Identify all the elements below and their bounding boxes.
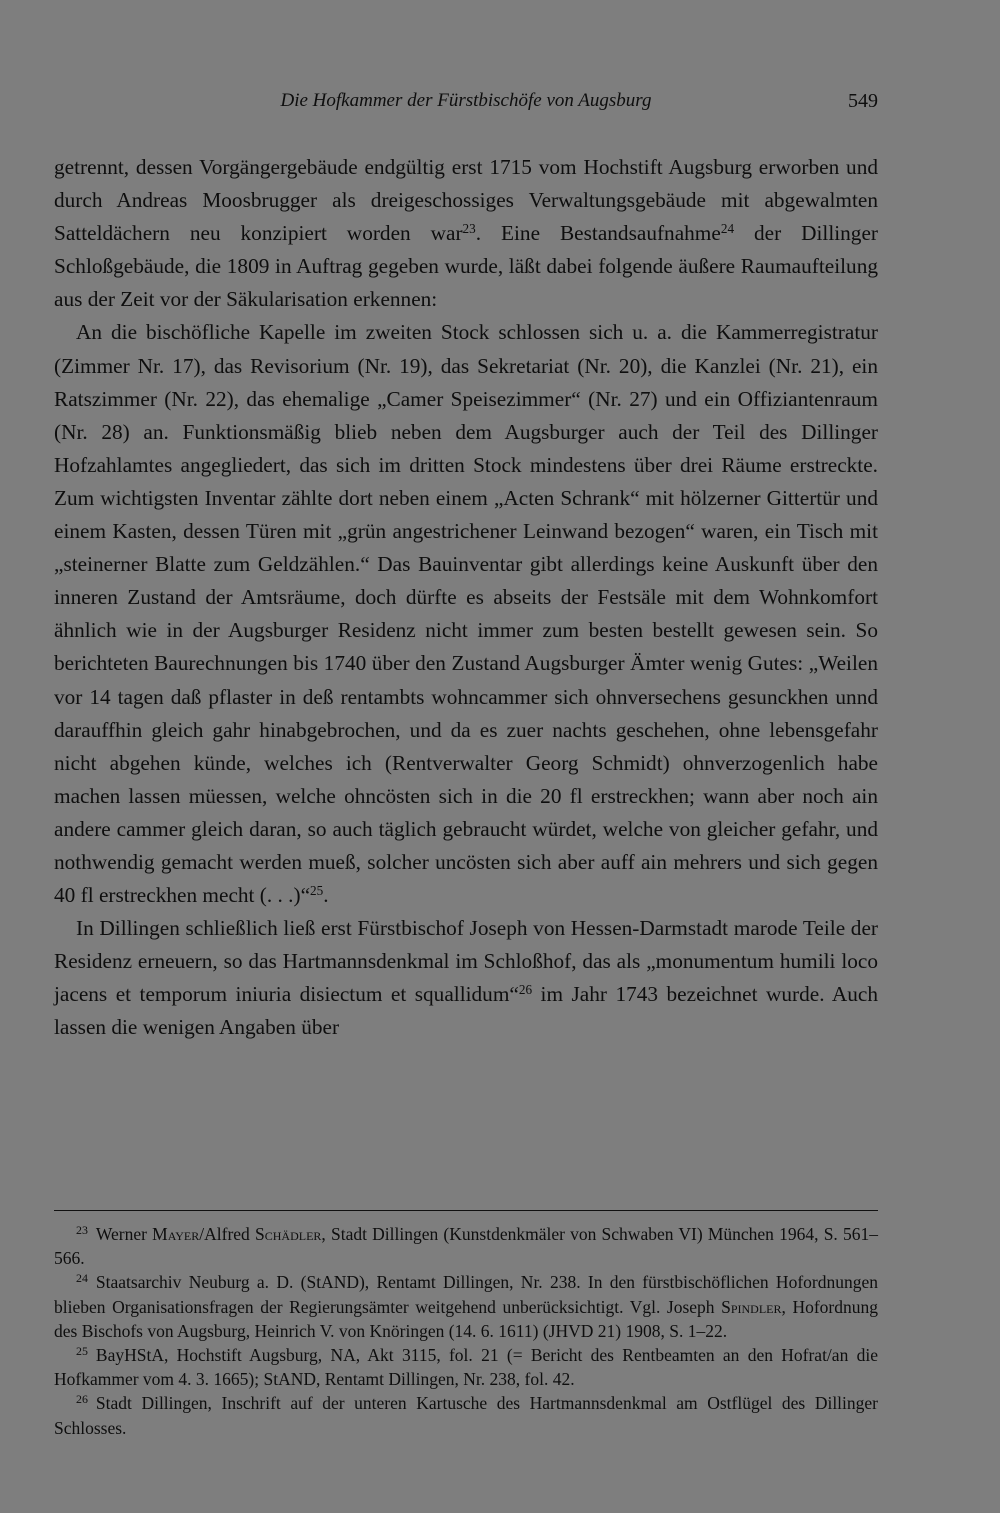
footnote-text: , Hofordnung des Bischofs von Augsburg, Heinrich V. von Knöringen (14. 6. 1611) (JHVD 21) 1908, S. 1–22. (54, 1296, 878, 1341)
footnote-number: 26 (76, 1392, 88, 1407)
author-name: Mayer (152, 1224, 200, 1244)
text-run: An die bischöfliche Kapelle im zweiten Stock schlossen sich u. a. die Kammerregistratur (Zimmer Nr. 17), das Revisorium (Nr. 19), das Sekretariat (Nr. 20), die Kanzlei (Nr. 21), ein Ratszimmer (Nr. 22), das ehemalige „Camer Speisezimmer“ (Nr. 27) und ein Offiziantenraum (Nr. 28) an. Funktionsmäßig blieb neben dem Augsburger auch der Teil des Dillinger Hofzahlamtes angegliedert, das sich im dritten Stock mindestens über drei Räume erstreckte. Zum wichtigsten Inventar zählte dort neben einem „Acten Schrank“ mit hölzerner Gittertür und einem Kasten, dessen Türen mit „grün angestrichener Leinwand bezogen“ waren, ein Tisch mit „steinerner Blatte zum Geldzählen.“ Das Bauinventar gibt allerdings keine Auskunft über den inneren Zustand der Amtsräume, doch dürfte es abseits der Festsäle mit dem Wohnkomfort ähnlich wie in der Augsburger Residenz nicht immer zum besten bestellt gewesen sein. So berichteten Baurechnungen bis 1740 über den Zustand Augsburger Ämter wenig Gutes: „Weilen vor 14 tagen daß pflaster in deß rentambts wohncammer sich ohnversechens gesunckhen unnd darauffhin gleich gahr hinabgebrochen, und da es zuer nachts geschehen, ohne lebensgefahr nicht abgehen künde, welches ich (Rentverwalter Georg Schmidt) ohnverzogenlich habe machen lassen müessen, welche ohncösten sich in die 20 fl erstreckhen; wann aber noch ain andere cammer gleich daran, so auch täglich gebraucht würdet, welche von gleicher gefahr, und nothwendig gemacht werden mueß, solcher uncösten sich aber auff ain mehrers und sich gegen 40 fl erstreckhen mecht (. . .)“ (54, 320, 878, 908)
paragraph-2 (54, 316, 878, 912)
author-name: Schädler (255, 1224, 322, 1244)
footnote-text: /Alfred (199, 1224, 255, 1244)
footnotes (54, 1222, 878, 1440)
footnote-text: Werner (95, 1224, 153, 1244)
footnote-number: 25 (76, 1344, 88, 1359)
page-number: 549 (848, 90, 878, 112)
footnote-number: 23 (76, 1223, 88, 1238)
body-text (54, 151, 878, 1045)
footnote-text: Stadt Dillingen, Inschrift auf der unteren Kartusche des Hartmannsdenkmal am Ostflügel des Dillinger Schlosses. (54, 1393, 878, 1438)
text-run: der Dillinger Schloßgebäude, die 1809 in Auftrag gegeben wurde, läßt dabei folgende äußere Raumaufteilung aus der Zeit vor der Säkularisation erkennen: (54, 221, 878, 312)
footnote-24 (54, 1270, 878, 1343)
page-header (54, 90, 878, 116)
paragraph-3 (54, 912, 878, 1044)
footnote-25 (54, 1343, 878, 1391)
text-run: im Jahr 1743 bezeichnet wurde. Auch lassen die wenigen Angaben über (54, 982, 879, 1040)
footnote-text: Staatsarchiv Neuburg a. D. (StAND), Rentamt Dillingen, Nr. 238. In den fürstbischöflichen Hofordnungen blieben Organisationsfragen der Regierungsämter weitgehend unberücksichtigt. Vgl. Joseph (54, 1272, 878, 1317)
footnote-ref: 23 (462, 220, 476, 236)
footnote-text: BayHStA, Hochstift Augsburg, NA, Akt 3115, fol. 21 (= Bericht des Rentbeamten an den Hofrat/an die Hofkammer vom 4. 3. 1665); StAND, Rentamt Dillingen, Nr. 238, fol. 42. (54, 1345, 878, 1390)
footnote-23 (54, 1222, 878, 1270)
footnote-text: , Stadt Dillingen (Kunstdenkmäler von Schwaben VI) München 1964, S. 561–566. (54, 1224, 878, 1269)
footnote-ref: 25 (310, 882, 324, 898)
text-run: getrennt, dessen Vorgängergebäude endgültig erst 1715 vom Hochstift Augsburg erworben und durch Andreas Moosbrugger als dreigeschossiges Verwaltungsgebäude mit abgewalmten Satteldächern neu konzipiert worden war (54, 155, 878, 246)
text-run: . (323, 883, 329, 908)
footnote-ref: 24 (720, 220, 735, 236)
footnote-26 (54, 1391, 878, 1439)
running-title: Die Hofkammer der Fürstbischöfe von Augsburg (280, 90, 652, 111)
footnote-number: 24 (76, 1271, 88, 1286)
paragraph-1 (54, 151, 878, 316)
footnote-ref: 26 (518, 982, 533, 998)
author-name: Spindler (721, 1296, 782, 1317)
footnote-separator (54, 1210, 878, 1211)
text-run: . Eine Bestandsaufnahme (475, 221, 721, 246)
text-run: In Dillingen schließlich ließ erst Fürstbischof Joseph von Hessen-Darmstadt marode Teile der Residenz erneuern, so das Hartmannsdenkmal im Schloßhof, das als „monumentum humili loco jacens et temporum iniuria disiectum et squallidum“ (54, 916, 878, 1007)
